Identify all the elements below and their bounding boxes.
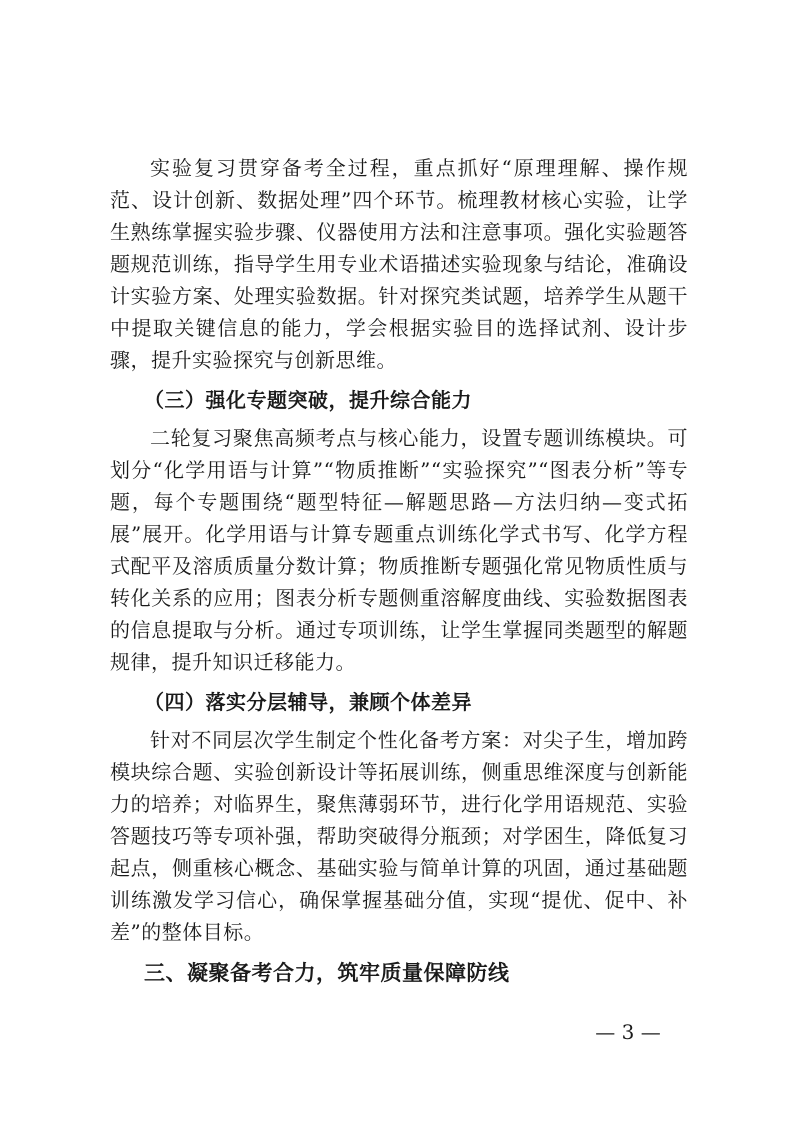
paragraph-topic-training: 二轮复习聚焦高频考点与核心能力，设置专题训练模块。可划分“化学用语与计算”“物质推断”“实验探究”“图表分析”等专题，每个专题围绕“题型特征—解题思路—方法归纳—变式拓展”展开。化学用语与计算专题重点训练化学式书写、化学方程式配平及溶质质量分数计算；物质推断专题强化常见物质性质与转化关系的应用；图表分析专题侧重溶解度曲线、实验数据图表的信息提取与分析。通过专项训练，让学生掌握同类题型的解题规律，提升知识迁移能力。 <box>110 426 688 674</box>
page-number: — 3 — <box>595 1020 661 1044</box>
paragraph-tiered-plan: 针对不同层次学生制定个性化备考方案：对尖子生，增加跨模块综合题、实验创新设计等拓展训练，侧重思维深度与创新能力的培养；对临界生，聚焦薄弱环节，进行化学用语规范、实验答题技巧等专项补强，帮助突破得分瓶颈；对学困生，降低复习起点，侧重核心概念、基础实验与简单计算的巩固，通过基础题训练激发学习信心，确保掌握基础分值，实现“提优、促中、补差”的整体目标。 <box>110 728 688 944</box>
section-heading-three: 三、凝聚备考合力，筑牢质量保障防线 <box>144 961 510 985</box>
subheading-tiered-tutoring: （四）落实分层辅导，兼顾个体差异 <box>144 690 472 714</box>
document-body <box>110 152 688 990</box>
paragraph-experiment-review: 实验复习贯穿备考全过程，重点抓好“原理理解、操作规范、设计创新、数据处理”四个环节。梳理教材核心实验，让学生熟练掌握实验步骤、仪器使用方法和注意事项。强化实验题答题规范训练，指导学生用专业术语描述实验现象与结论，准确设计实验方案、处理实验数据。针对探究类试题，培养学生从题干中提取关键信息的能力，学会根据实验目的选择试剂、设计步骤，提升实验探究与创新思维。 <box>110 156 688 372</box>
subheading-topic-breakthrough: （三）强化专题突破，提升综合能力 <box>144 388 472 412</box>
